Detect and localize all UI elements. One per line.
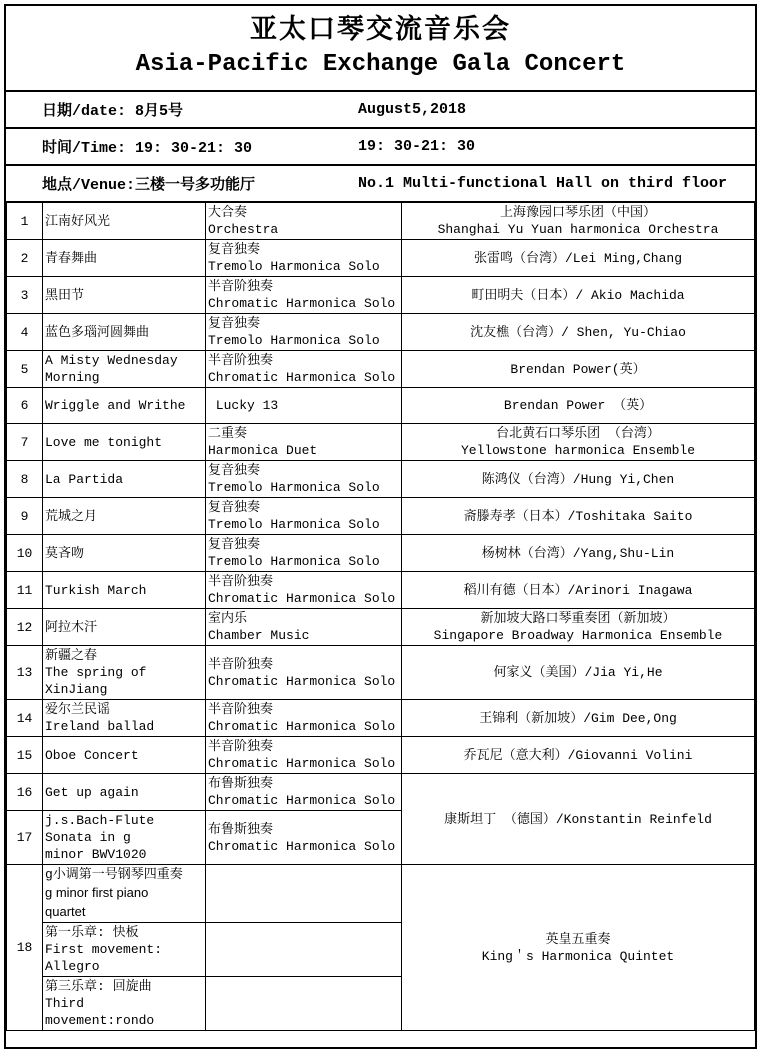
cell-line: g minor first piano (45, 885, 149, 900)
cell-line: 复音独奏 (208, 463, 261, 478)
program-row-13 (7, 646, 755, 700)
program-title (43, 388, 206, 424)
program-title (43, 646, 206, 700)
program-type (206, 865, 402, 923)
program-performer (402, 351, 755, 388)
program-type (206, 277, 402, 314)
cell-line: 复音独奏 (208, 500, 261, 515)
cell-line: Sonata in g (45, 830, 131, 845)
program-row-6 (7, 388, 755, 424)
program-type (206, 609, 402, 646)
cell-line: Chromatic Harmonica Solo (208, 370, 396, 385)
program-type (206, 424, 402, 461)
program-performer (402, 461, 755, 498)
cell-line: 康斯坦丁 （德国）/Konstantin Reinfeld (444, 811, 712, 827)
program-row-15 (7, 737, 755, 774)
cell-line: 英皇五重奏 (545, 931, 611, 947)
program-no: 5 (7, 351, 43, 388)
program-no: 16 (7, 774, 43, 811)
program-performer (402, 865, 755, 1031)
cell-line: Chamber Music (208, 628, 310, 643)
program-performer (402, 498, 755, 535)
program-type (206, 737, 402, 774)
cell-line: 町田明夫（日本）/ Akio Machida (471, 287, 685, 303)
cell-line: Tremolo Harmonica Solo (208, 554, 380, 569)
cell-line: 半音阶独奏 (208, 279, 274, 294)
cell-line: Wriggle and Writhe (45, 398, 186, 413)
cell-line: Turkish March (45, 582, 147, 598)
venue-label: 地点/Venue:三楼一号多功能厅 (42, 177, 256, 194)
program-title (43, 202, 206, 240)
cell-line: First movement: (45, 942, 163, 957)
cell-line: 王锦利（新加坡）/Gim Dee,Ong (479, 710, 677, 726)
cell-line: 何家义（美国）/Jia Yi,He (493, 665, 663, 680)
program-no: 14 (7, 700, 43, 737)
program-no: 13 (7, 646, 43, 700)
cell-line: minor BWV1020 (45, 847, 147, 862)
cell-line: Harmonica Duet (208, 443, 318, 458)
date-value: August5,2018 (358, 101, 467, 118)
cell-line: 稻川有德（日本）/Arinori Inagawa (463, 582, 693, 598)
cell-line: 江南好风光 (45, 213, 111, 229)
program-row-9 (7, 498, 755, 535)
program-row-16 (7, 774, 755, 811)
venue-row (6, 164, 755, 201)
cell-line: 大合奏 (208, 205, 248, 220)
cell-line: 台北黄石口琴乐团 （台湾） (496, 426, 660, 441)
program-type (206, 535, 402, 572)
program-no: 15 (7, 737, 43, 774)
cell-line: 第一乐章: 快板 (45, 925, 139, 940)
program-no: 6 (7, 388, 43, 424)
program-type (206, 351, 402, 388)
cell-line: g小调第一号钢琴四重奏 (45, 867, 183, 882)
cell-line: 爱尔兰民谣 (45, 702, 111, 717)
cell-line: Brendan Power （英） (503, 398, 653, 413)
cell-line: Brendan Power(英） (510, 361, 646, 377)
time-value: 19: 30-21: 30 (358, 138, 476, 155)
program-title (43, 461, 206, 498)
cell-line: 布鲁斯独奏 (208, 821, 274, 837)
program-row-10 (7, 535, 755, 572)
cell-line: 陈鸿仪（台湾）/Hung Yi,Chen (481, 471, 675, 487)
cell-line: XinJiang (45, 682, 108, 697)
time-row (6, 127, 755, 164)
cell-line: Get up again (45, 784, 139, 800)
cell-line: 复音独奏 (208, 316, 261, 331)
cell-line: A Misty Wednesday (45, 353, 178, 368)
program-type (206, 700, 402, 737)
program-performer (402, 774, 755, 865)
program-performer (402, 535, 755, 572)
program-table (6, 201, 755, 1031)
cell-line: 青春舞曲 (45, 250, 98, 266)
program-row-7 (7, 424, 755, 461)
program-no: 12 (7, 609, 43, 646)
cell-line: Oboe Concert (45, 747, 139, 763)
program-row-2 (7, 240, 755, 277)
program-no: 10 (7, 535, 43, 572)
cell-line: Chromatic Harmonica Solo (208, 591, 396, 606)
cell-line: 第三乐章: 回旋曲 (45, 979, 152, 994)
page-title-chinese: 亚太口琴交流音乐会 (250, 17, 511, 47)
cell-line: The spring of (45, 665, 147, 680)
cell-line: 莫吝吻 (45, 545, 85, 561)
cell-line: 上海豫园口琴乐团（中国） (499, 205, 656, 220)
program-no: 4 (7, 314, 43, 351)
program-row-5 (7, 351, 755, 388)
cell-line: Chromatic Harmonica Solo (208, 296, 396, 311)
cell-line: Tremolo Harmonica Solo (208, 333, 380, 348)
concert-program-sheet (4, 4, 757, 1049)
cell-line: 新疆之春 (45, 648, 98, 663)
program-type (206, 461, 402, 498)
cell-line: 二重奏 (208, 426, 248, 441)
cell-line: 复音独奏 (208, 242, 261, 257)
cell-line: 杨树林（台湾）/Yang,Shu-Lin (481, 545, 675, 561)
date-row (6, 90, 755, 127)
program-type (206, 572, 402, 609)
cell-line: 布鲁斯独奏 (208, 776, 274, 791)
program-title (43, 609, 206, 646)
program-title (43, 774, 206, 811)
program-performer (402, 646, 755, 700)
cell-line: Tremolo Harmonica Solo (208, 480, 380, 495)
program-performer (402, 240, 755, 277)
program-title (43, 240, 206, 277)
program-type (206, 388, 402, 424)
cell-line: 半音阶独奏 (208, 353, 274, 368)
cell-line: 半音阶独奏 (208, 574, 274, 589)
cell-line: 复音独奏 (208, 537, 261, 552)
cell-line: Tremolo Harmonica Solo (208, 517, 380, 532)
cell-line: Yellowstone harmonica Ensemble (460, 443, 696, 458)
cell-line: 蓝色多瑙河圆舞曲 (45, 324, 150, 340)
cell-line: 沈友樵（台湾）/ Shen, Yu-Chiao (470, 324, 686, 340)
cell-line: Chromatic Harmonica Solo (208, 673, 396, 689)
program-no: 18 (7, 865, 43, 1031)
program-type (206, 202, 402, 240)
program-performer (402, 314, 755, 351)
program-no: 17 (7, 811, 43, 865)
program-performer (402, 700, 755, 737)
cell-line: quartet (45, 904, 86, 919)
program-row-18 (7, 865, 755, 923)
program-no: 3 (7, 277, 43, 314)
cell-line: j.s.Bach-Flute (45, 813, 155, 828)
program-type (206, 977, 402, 1031)
cell-line: Third (45, 996, 85, 1011)
program-title (43, 923, 206, 977)
program-row-1 (7, 202, 755, 240)
program-row-14 (7, 700, 755, 737)
program-title (43, 424, 206, 461)
cell-line: Lucky 13 (208, 398, 279, 413)
program-title (43, 737, 206, 774)
cell-line: 半音阶独奏 (208, 739, 274, 754)
cell-line: 张雷鸣（台湾）/Lei Ming,Chang (473, 250, 683, 266)
program-title (43, 572, 206, 609)
program-performer (402, 424, 755, 461)
program-type (206, 240, 402, 277)
cell-line: Tremolo Harmonica Solo (208, 259, 380, 274)
program-row-4 (7, 314, 755, 351)
program-title (43, 865, 206, 923)
cell-line: 斋滕寿孝（日本）/Toshitaka Saito (463, 508, 693, 524)
cell-line: Shanghai Yu Yuan harmonica Orchestra (437, 222, 719, 237)
cell-line: Chromatic Harmonica Solo (208, 756, 396, 771)
cell-line: 半音阶独奏 (208, 656, 274, 672)
program-row-3 (7, 277, 755, 314)
cell-line: Singapore Broadway Harmonica Ensemble (433, 628, 723, 643)
time-label: 时间/Time: 19: 30-21: 30 (42, 140, 253, 157)
program-type (206, 811, 402, 865)
cell-line: 黑田节 (45, 287, 85, 303)
program-no: 8 (7, 461, 43, 498)
program-type (206, 774, 402, 811)
program-title (43, 351, 206, 388)
program-title (43, 535, 206, 572)
program-title (43, 498, 206, 535)
venue-value: No.1 Multi-functional Hall on third floor (358, 175, 728, 192)
cell-line: movement:rondo (45, 1013, 155, 1028)
program-performer (402, 737, 755, 774)
cell-line: 阿拉木汗 (45, 619, 98, 635)
program-title (43, 700, 206, 737)
program-performer (402, 388, 755, 424)
cell-line: Chromatic Harmonica Solo (208, 793, 396, 808)
program-type (206, 646, 402, 700)
cell-line: Chromatic Harmonica Solo (208, 719, 396, 734)
date-label: 日期/date: 8月5号 (42, 103, 184, 120)
program-title (43, 277, 206, 314)
cell-line: 新加坡大路口琴重奏团（新加坡） (480, 611, 676, 626)
program-no: 1 (7, 202, 43, 240)
cell-line: 半音阶独奏 (208, 702, 274, 717)
program-type (206, 923, 402, 977)
program-no: 2 (7, 240, 43, 277)
program-type (206, 498, 402, 535)
title-block (6, 6, 755, 90)
program-performer (402, 277, 755, 314)
program-row-8 (7, 461, 755, 498)
cell-line: Orchestra (208, 222, 279, 237)
cell-line: King＇s Harmonica Quintet (481, 948, 675, 964)
cell-line: Love me tonight (45, 434, 163, 450)
cell-line: Chromatic Harmonica Solo (208, 838, 396, 854)
program-title (43, 314, 206, 351)
cell-line: 室内乐 (208, 611, 248, 626)
program-performer (402, 202, 755, 240)
cell-line: Ireland ballad (45, 719, 155, 734)
program-no: 11 (7, 572, 43, 609)
program-row-11 (7, 572, 755, 609)
program-performer (402, 609, 755, 646)
cell-line: Allegro (45, 959, 100, 974)
program-title (43, 811, 206, 865)
cell-line: Morning (45, 370, 100, 385)
program-row-12 (7, 609, 755, 646)
program-type (206, 314, 402, 351)
cell-line: 荒城之月 (45, 508, 98, 524)
cell-line: 乔瓦尼（意大利）/Giovanni Volini (463, 747, 693, 763)
program-no: 7 (7, 424, 43, 461)
program-no: 9 (7, 498, 43, 535)
program-title (43, 977, 206, 1031)
program-performer (402, 572, 755, 609)
page-title-english: Asia-Pacific Exchange Gala Concert (135, 51, 626, 78)
cell-line: La Partida (45, 471, 124, 487)
